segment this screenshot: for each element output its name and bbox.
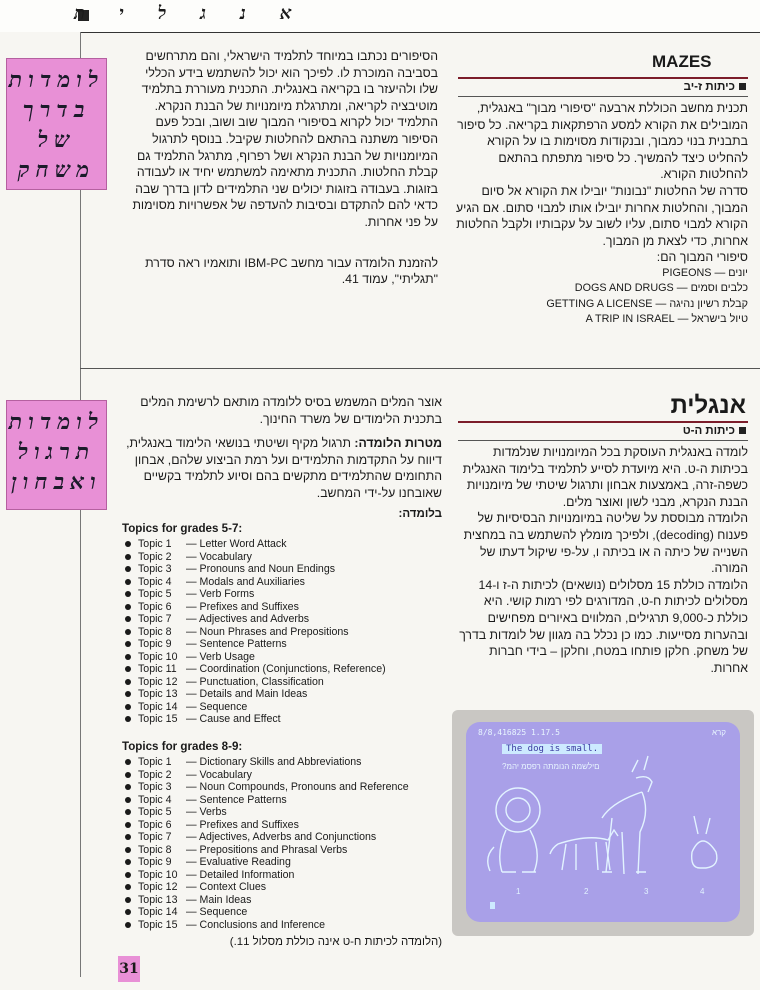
goals-paragraph: מטרות הלומדה: תרגול מקיף ושיטתי בנושאי הלימוד באנגלית, דיווח על התקדמות התלמידים ועל רמת הביצוע שלהם, אבחון התחומים שהתלמידים מתקשים בהם וסיוע לתלמיד בקשיים שאובחנו על-ידי המחשב. — [126, 436, 442, 500]
topics-heading-grades-5-7: Topics for grades 5-7: — [122, 521, 243, 535]
topic-item — [122, 588, 442, 601]
topic-name: Modals and Auxiliaries — [199, 575, 305, 588]
screen-label: 2 — [584, 887, 589, 896]
topic-number: Topic 11 — [138, 663, 177, 676]
side-tab-word: לומדות — [8, 409, 105, 435]
topic-dash: — — [186, 563, 200, 576]
topic-name: Adjectives, Adverbs and Conjunctions — [198, 831, 377, 844]
topic-number: Topic 1 — [138, 538, 172, 551]
topic-number: Topic 13 — [138, 893, 178, 906]
rabbit-drawing — [692, 816, 717, 868]
page-header — [0, 0, 760, 32]
cursor-block — [490, 902, 495, 909]
screen-instruction: ?םילשמה הנומתה רפסמ יהמ — [502, 762, 600, 771]
topic-name: Sentence Patterns — [199, 638, 287, 651]
header-title: אנגלית — [74, 3, 326, 24]
topic-item — [122, 613, 442, 626]
topic-name: Sequence — [199, 700, 248, 713]
topic-dash: — — [186, 613, 199, 626]
topic-number: Topic 14 — [138, 700, 178, 713]
topics-list-grades-5-7 — [122, 538, 442, 726]
order-note: להזמנת הלומדה עבור מחשב IBM-PC ותואמיו ראה סדרת "תגליתי", עמוד 41. — [145, 255, 438, 287]
topic-name: Verb Forms — [199, 588, 255, 601]
topic-number: Topic 9 — [138, 856, 172, 869]
topic-item — [122, 806, 442, 819]
mazes-title-rule — [458, 77, 748, 79]
topic-item — [122, 794, 442, 807]
topic-dash: — — [186, 600, 200, 613]
topic-number: Topic 6 — [138, 818, 172, 831]
english-title: אנגלית — [670, 392, 746, 419]
topic-item — [122, 676, 442, 689]
topic-item — [122, 894, 442, 907]
topic-dash: — — [186, 856, 200, 869]
english-side-tab — [6, 400, 107, 510]
topic-item — [122, 856, 442, 869]
story-item: כלבים וסמים — DOGS AND DRUGS — [574, 282, 748, 295]
topic-number: Topic 3 — [138, 563, 172, 576]
section-divider — [80, 368, 760, 369]
topic-item — [122, 906, 442, 919]
topic-name: Conclusions and Inference — [199, 918, 325, 931]
topic-dash: — — [186, 843, 200, 856]
topic-number: Topic 3 — [138, 781, 172, 794]
topic-number: Topic 5 — [138, 806, 172, 819]
paragraph: הלומדה כוללת 15 מסלולים (נושאים) לכיתות ה-ז ו-14 מסלולים לכיתות ח-ט, המדורגים לפי רמות קושי. היא כוללת כ-9,000 תרגילים, המלווים באיורים מפחישים ובהערות מסייעות. כמו כן נכלל בה מגוון של לומדות בדרך של משחק. חלקן פותחו במטח, וחלקן – בידי חברות אחרות. — [459, 577, 748, 675]
topic-name: Main Ideas — [199, 893, 252, 906]
topic-item — [122, 563, 442, 576]
topic-dash: — — [186, 575, 200, 588]
english-grades: כיתות ה-ט — [683, 425, 746, 437]
topic-number: Topic 10 — [138, 868, 178, 881]
topic-item — [122, 781, 442, 794]
screen-status: 8/8,416825 1.17.5 — [478, 728, 560, 737]
mazes-grades: כיתות ז-יב — [684, 81, 746, 93]
topic-number: Topic 8 — [138, 625, 172, 638]
bullet-square-icon — [739, 427, 746, 434]
topic-dash: — — [186, 700, 200, 713]
story-item: טיול בישראל — A TRIP IN ISRAEL — [585, 313, 748, 326]
screen-label: 3 — [644, 887, 649, 896]
topic-name: Prefixes and Suffixes — [199, 818, 299, 831]
topic-dash: — — [186, 781, 200, 794]
english-right-column — [456, 444, 748, 676]
topic-dash: — — [186, 818, 200, 831]
topic-number: Topic 2 — [138, 768, 172, 781]
side-tab-word: משחק — [17, 157, 96, 183]
topic-number: Topic 9 — [138, 638, 172, 651]
topic-item — [122, 651, 442, 664]
topic-dash: — — [186, 538, 200, 551]
mazes-side-tab — [6, 58, 107, 190]
topic-name: Context Clues — [199, 881, 267, 894]
topic-dash: — — [186, 675, 200, 688]
paragraph: הסיפורים נכתבו במיוחד לתלמיד הישראלי, והם מתרחשים בסביבה המוכרת לו. לפיכך הוא יכול להשתמש בידע הכללי שלו ולהיעזר בו בקריאה באנגלית. התכנית מעוררת בתלמיד מוטיבציה לקריאה, ומתרגלת מיומנויות של הבנת הנקרא. התלמיד יכול לקרוא בסיפורי המבוך שוב ושוב, ובכל פעם הסיפור משתנה בהתאם להחלטות שקיבל. בנוסף לתרגול המיומנויות של הבנת הנקרא ושל רפרוף, מתרגל התלמיד גם קבלת החלטות. התכנית מתאימה למשתמש יחיד או לעבודה בזוגות. בעבודה בזוגות יכולים שני התלמידים לדון בדרך שבה כדאי להם להתקדם ובסיבות להעדפה של אפשרויות מסוימות על פני אחרות. — [132, 49, 438, 229]
topic-number: Topic 4 — [138, 575, 172, 588]
screen-corner-label: קרא — [711, 728, 726, 737]
screen-display — [466, 722, 740, 922]
story-item: קבלת רשיון נהיגה — GETTING A LICENSE — [546, 297, 748, 310]
english-grade-rule — [458, 440, 748, 441]
topic-dash: — — [186, 893, 200, 906]
lion-drawing — [488, 788, 540, 872]
topic-item — [122, 844, 442, 857]
topic-dash: — — [186, 793, 200, 806]
stories-list — [456, 266, 748, 328]
topic-item — [122, 919, 442, 932]
topic-number: Topic 8 — [138, 843, 172, 856]
topic-dash: — — [186, 688, 200, 701]
topic-number: Topic 4 — [138, 793, 172, 806]
topic-name: Sentence Patterns — [199, 793, 287, 806]
topic-number: Topic 7 — [138, 831, 172, 844]
topic-item — [122, 688, 442, 701]
topic-item — [122, 638, 442, 651]
topic-number: Topic 12 — [138, 675, 178, 688]
topic-dash: — — [186, 638, 200, 651]
topic-dash: — — [186, 650, 200, 663]
topic-number: Topic 2 — [138, 550, 172, 563]
topic-number: Topic 1 — [138, 756, 172, 769]
topic-name: Detailed Information — [199, 868, 295, 881]
topic-dash: — — [186, 756, 200, 769]
topic-name: Vocabulary — [199, 768, 252, 781]
english-left-column — [122, 394, 442, 951]
topic-dash: — — [186, 881, 200, 894]
screen-label: 1 — [516, 887, 521, 896]
topics-heading-grades-8-9: Topics for grades 8-9: — [122, 739, 243, 753]
topic-name: Details and Main Ideas — [199, 688, 308, 701]
animal-drawings — [466, 722, 740, 922]
page-number: 31 — [118, 956, 140, 982]
topic-name: Letter Word Attack — [199, 538, 287, 551]
mazes-title: MAZES — [652, 52, 712, 71]
topic-item — [122, 701, 442, 714]
topic-name: Prepositions and Phrasal Verbs — [199, 843, 348, 856]
topic-number: Topic 5 — [138, 588, 172, 601]
side-tab-word: בדרך — [22, 97, 91, 123]
topic-number: Topic 13 — [138, 688, 178, 701]
topic-dash: — — [186, 918, 200, 931]
topic-item — [122, 626, 442, 639]
topic-name: Coordination (Conjunctions, Reference) — [199, 663, 386, 676]
topic-dash: — — [186, 588, 200, 601]
topic-dash: — — [186, 550, 200, 563]
topics-list-grades-8-9 — [122, 756, 442, 931]
topic-item — [122, 819, 442, 832]
topic-dash: — — [186, 625, 200, 638]
topic-name: Pronouns and Noun Endings — [199, 563, 336, 576]
topic-number: Topic 6 — [138, 600, 172, 613]
topic-dash: — — [186, 906, 200, 919]
topic-dash: — — [186, 868, 200, 881]
story-item: יונים — PIGEONS — [662, 266, 748, 279]
paragraph: לומדה באנגלית העוסקת בכל המיומנויות שנלמדות בכיתות ה-ט. היא מיועדת לסייע לתלמיד בלימוד האנגלית כשפה-זרה, באמצעות אבחון ותרגול שיטתי של מיומנויות הבנת הנקרא, מבני לשון ואוצר מלים. — [462, 445, 748, 509]
topic-name: Vocabulary — [199, 550, 252, 563]
topic-item — [122, 881, 442, 894]
topic-item — [122, 831, 442, 844]
side-tab-word: לומדות — [8, 67, 105, 93]
side-tab-word: תרגול — [17, 439, 96, 465]
screen-sentence: The dog is small. — [502, 744, 602, 754]
computer-screen-photo — [452, 710, 754, 936]
topic-dash: — — [186, 806, 200, 819]
topic-number: Topic 14 — [138, 906, 178, 919]
side-tab-word: ואבחון — [11, 469, 102, 495]
topic-name: Adjectives and Adverbs — [198, 613, 310, 626]
topic-item — [122, 756, 442, 769]
topic-number: Topic 15 — [138, 918, 178, 931]
footnote: (הלומדה לכיתות ח-ט אינה כוללת מסלול 11.) — [229, 936, 442, 949]
topic-name: Cause and Effect — [199, 713, 281, 726]
topic-item — [122, 713, 442, 726]
topic-dash: — — [186, 713, 200, 726]
topic-item — [122, 601, 442, 614]
side-tab-word: של — [37, 127, 76, 153]
topic-name: Prefixes and Suffixes — [199, 600, 299, 613]
paragraph: תכנית מחשב הכוללת ארבעה "סיפורי מבוך" באנגלית, המובילים את הקורא למסע הרפתקאות בקריאה. כל סיפור בתבנית בנוי כמבוך, ובנקודות מסוימות בו על הקורא להחליט כיצד להמשיך. כל סיפור מתפתח בהתאם להחלטות הקורא. — [457, 101, 748, 182]
topic-item — [122, 869, 442, 882]
topic-dash: — — [186, 831, 199, 844]
topic-name: Noun Phrases and Prepositions — [199, 625, 349, 638]
stories-label: סיפורי המבוך הם: — [656, 250, 748, 265]
mazes-grade-rule — [458, 96, 748, 97]
topic-item — [122, 538, 442, 551]
topic-dash: — — [186, 663, 200, 676]
paragraph: הלומדה מבוססת על שליטה במיומנויות הבסיסיות של פענוח (decoding), ולפיכך מומלץ להשתמש בה במחצית השנייה של כיתה ה או בכיתה ו, על-פי שיקול דעתו של המורה. — [463, 511, 748, 576]
screen-label: 4 — [700, 887, 705, 896]
topic-dash: — — [186, 768, 200, 781]
topic-item — [122, 663, 442, 676]
deer-drawing — [602, 756, 652, 874]
topic-name: Evaluative Reading — [199, 856, 291, 869]
topic-name: Verb Usage — [199, 650, 255, 663]
english-title-rule — [458, 421, 748, 423]
topic-item — [122, 576, 442, 589]
header-rule — [80, 32, 760, 33]
topic-name: Noun Compounds, Pronouns and Reference — [199, 781, 409, 794]
topic-number: Topic 7 — [138, 613, 172, 626]
paragraph: סדרה של החלטות "נבונות" יובילו את הקורא אל סיום המבוך, והחלטות אחרות יובילו אותו למבוי סתום. אם הגיע הקורא למבוי סתום, עליו לשוב על עקבותיו ולקבל החלטות אחרות, כדי לצאת מן המבוך. — [455, 183, 748, 248]
bullet-square-icon — [739, 83, 746, 90]
topic-name: Punctuation, Classification — [199, 675, 324, 688]
paragraph: אוצר המלים המשמש בסיס ללומדה מותאם לרשימת המלים בתכנית הלימודים של משרד החינוך. — [140, 395, 442, 426]
in-summary-label: בלומדה: — [398, 507, 442, 520]
topic-item — [122, 769, 442, 782]
topic-name: Dictionary Skills and Abbreviations — [199, 756, 362, 769]
topic-item — [122, 551, 442, 564]
mazes-right-column — [456, 100, 748, 328]
topic-name: Verbs — [199, 806, 227, 819]
topic-number: Topic 15 — [138, 713, 178, 726]
topic-number: Topic 12 — [138, 881, 178, 894]
topic-number: Topic 10 — [138, 650, 178, 663]
mazes-left-column — [126, 48, 438, 288]
topic-name: Sequence — [199, 906, 248, 919]
